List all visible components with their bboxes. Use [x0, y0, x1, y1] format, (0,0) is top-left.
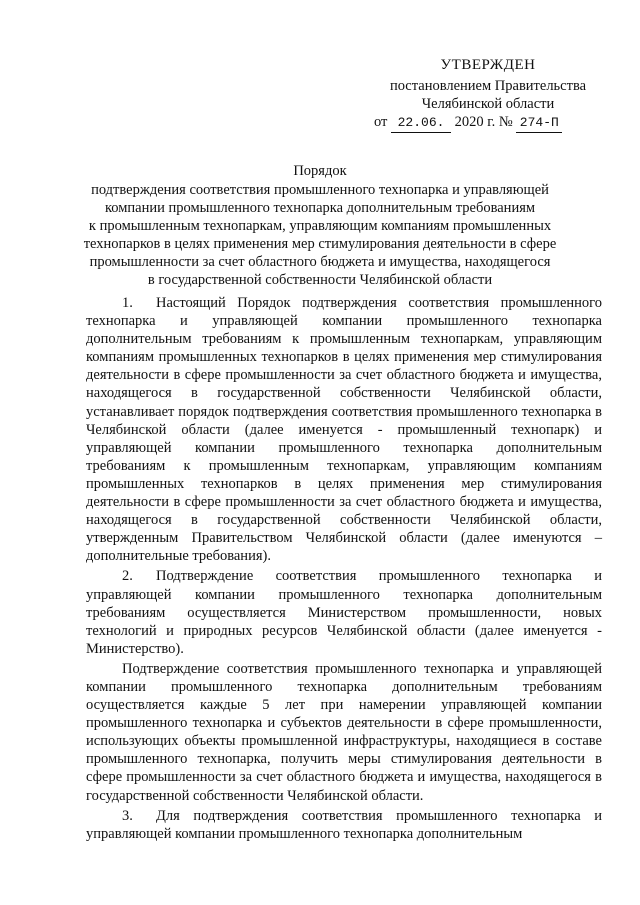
subtitle-line: технопарков в целях применения мер стимулирования деятельности в сфере: [83, 236, 557, 252]
document-heading: Порядок: [293, 163, 347, 179]
paragraph-number: 3.: [122, 807, 133, 824]
from-prefix: от: [374, 114, 388, 130]
approval-number: 274-П: [516, 114, 562, 133]
paragraph-text: Настоящий Порядок подтверждения соответствия промышленного технопарка и управляющей компании промышленного технопарка дополнительным требованиям к промышленным технопаркам, управляющим компаниям промышленных технопарков в целях применения мер стимулирования деятельности в сфере промышленности за счет областного бюджета и имущества, находящегося в государственной собственности Челябинской области, устанавливает порядок подтверждения соответствия промышленного технопарка в Челябинской области (далее именуется - промышленный технопарк) и управляющей компании промышленного технопарка дополнительным требованиям к промышленным технопаркам, управляющим компаниям промышленных технопарков в целях применения мер стимулирования деятельности в сфере промышленности за счет областного бюджета и имущества, находящегося в государственной собственности Челябинской области, утвержденным Правительством Челябинской области (далее именуются – дополнительные требования).: [86, 295, 602, 565]
approval-year: 2020 г. №: [454, 114, 513, 130]
paragraph-3: [86, 807, 602, 843]
approval-date-line: [372, 113, 604, 133]
paragraph-2: [86, 567, 602, 657]
paragraph-text: Подтверждение соответствия промышленного технопарка и управляющей компании промышленного технопарка дополнительным требованиям осуществляется каждые 5 лет при намерении управляющей компании промышленного технопарка и субъектов деятельности в сфере промышленности, использующих объекты промышленной инфраструктуры, находящиеся в составе промышленного технопарка, получить меры стимулирования деятельности в сфере промышленности за счет областного бюджета и имущества, находящегося в государственной собственности Челябинской области.: [86, 660, 602, 804]
approval-title: УТВЕРЖДЕН: [440, 57, 536, 73]
subtitle-line: к промышленным технопаркам, управляющим компаниям промышленных: [88, 218, 552, 234]
paragraph-1: [86, 294, 602, 565]
subtitle-line: компании промышленного технопарка дополнительным требованиям: [104, 200, 536, 216]
approval-line-1: постановлением Правительства: [389, 78, 587, 94]
document-body: [86, 294, 602, 845]
subtitle-line: промышленности за счет областного бюджета и имущества, находящегося: [89, 254, 551, 270]
approval-date: 22.06.: [391, 114, 451, 133]
approval-block: [372, 56, 604, 133]
document-title: [80, 162, 560, 289]
approval-line-2: Челябинской области: [421, 96, 555, 112]
paragraph-2-continuation: [86, 660, 602, 805]
paragraph-number: 1.: [122, 295, 133, 311]
subtitle-line: в государственной собственности Челябинской области: [147, 272, 493, 288]
paragraph-text: Подтверждение соответствия промышленного технопарка и управляющей компании промышленного технопарка дополнительным требованиям осуществляется Министерством промышленности, новых технологий и природных ресурсов Челябинской области (далее именуется - Министерство).: [86, 568, 602, 657]
paragraph-number: 2.: [122, 568, 133, 585]
subtitle-line: подтверждения соответствия промышленного технопарка и управляющей: [91, 182, 549, 198]
paragraph-text: Для подтверждения соответствия промышленного технопарка и управляющей компании промышленного технопарка дополнительным: [86, 807, 602, 842]
